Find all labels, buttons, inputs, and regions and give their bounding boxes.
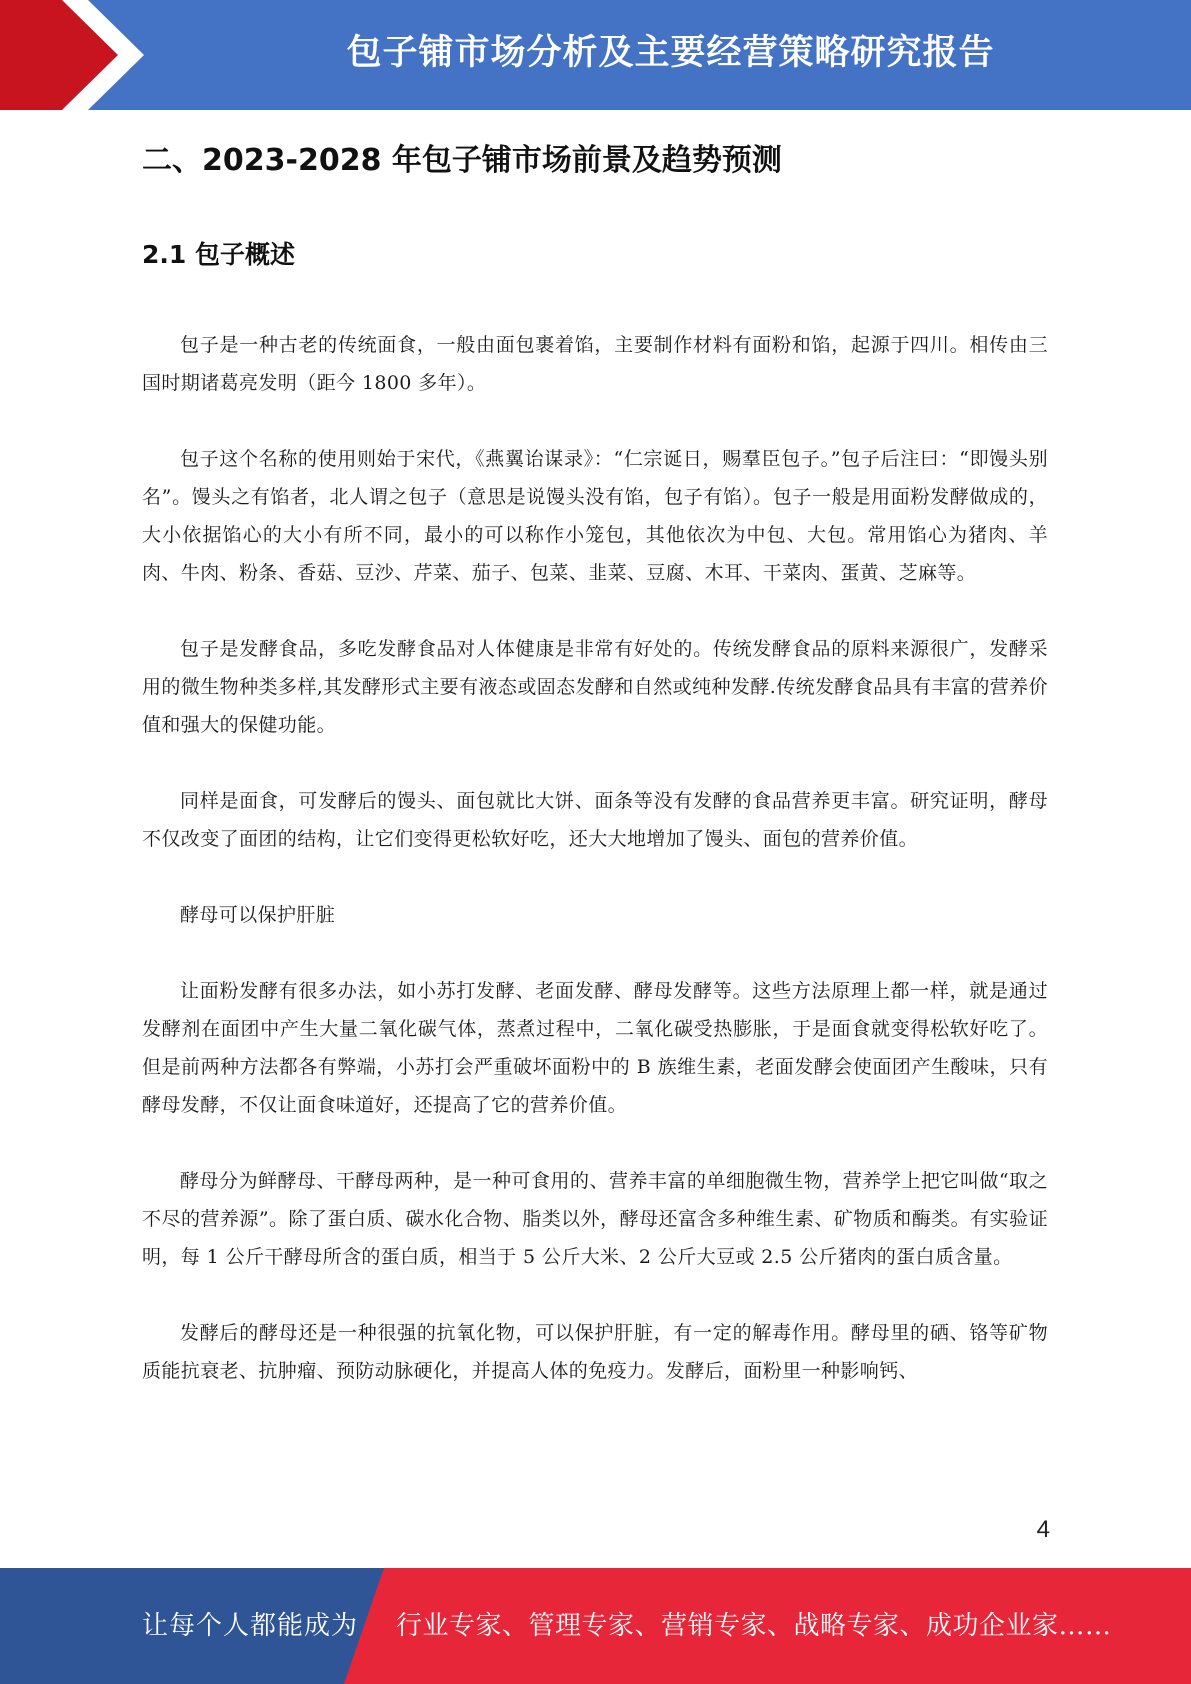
paragraph: 包子这个名称的使用则始于宋代，《燕翼诒谋录》：“仁宗诞日，赐羣臣包子。”包子后注曰：“即馒头别名”。馒头之有馅者，北人谓之包子（意思是说馒头没有馅，包子有馅）。包子一般是用面粉发酵做成的，大小依据馅心的大小有所不同，最小的可以称作小笼包，其他依次为中包、大包。常用馅心为猪肉、羊肉、牛肉、粉条、香菇、豆沙、芹菜、茄子、包菜、韭菜、豆腐、木耳、干菜肉、蛋黄、芝麻等。 <box>142 448 1048 584</box>
paragraph: 发酵后的酵母还是一种很强的抗氧化物，可以保护肝脏，有一定的解毒作用。酵母里的硒、铬等矿物质能抗衰老、抗肿瘤、预防动脉硬化，并提高人体的免疫力。发酵后，面粉里一种影响钙、 <box>142 1322 1048 1382</box>
paragraph: 让面粉发酵有很多办法，如小苏打发酵、老面发酵、酵母发酵等。这些方法原理上都一样，就是通过发酵剂在面团中产生大量二氧化碳气体，蒸煮过程中，二氧化碳受热膨胀，于是面食就变得松软好吃了。但是前两种方法都各有弊端，小苏打会严重破坏面粉中的 B 族维生素，老面发酵会使面团产生酸味，只有酵母发酵，不仅让面食味道好，还提高了它的营养价值。 <box>142 980 1048 1116</box>
subsection-heading: 2.1 包子概述 <box>142 240 295 269</box>
section-heading: 二、2023-2028 年包子铺市场前景及趋势预测 <box>142 143 782 178</box>
paragraph-subtitle: 酵母可以保护肝脏 <box>180 904 336 926</box>
paragraph: 包子是一种古老的传统面食，一般由面包裹着馅，主要制作材料有面粉和馅，起源于四川。相传由三国时期诸葛亮发明（距今 1800 多年）。 <box>142 334 1048 394</box>
page-number: 4 <box>1036 1516 1050 1543</box>
paragraph: 酵母分为鲜酵母、干酵母两种，是一种可食用的、营养丰富的单细胞微生物，营养学上把它叫做“取之不尽的营养源”。除了蛋白质、碳水化合物、脂类以外，酵母还富含多种维生素、矿物质和酶类。有实验证明，每 1 公斤干酵母所含的蛋白质，相当于 5 公斤大米、2 公斤大豆或 2.5 公斤猪肉的蛋白质含量。 <box>142 1170 1048 1268</box>
footer-slogan-left: 让每个人都能成为 <box>142 1611 359 1641</box>
footer-banner <box>0 1568 1191 1684</box>
footer-slogan-right: 行业专家、管理专家、营销专家、战略专家、成功企业家…… <box>396 1611 1112 1641</box>
paragraph: 包子是发酵食品，多吃发酵食品对人体健康是非常有好处的。传统发酵食品的原料来源很广，发酵采用的微生物种类多样,其发酵形式主要有液态或固态发酵和自然或纯种发酵.传统发酵食品具有丰富的营养价值和强大的保健功能。 <box>142 638 1048 736</box>
report-title: 包子铺市场分析及主要经营策略研究报告 <box>346 33 995 73</box>
paragraph: 同样是面食，可发酵后的馒头、面包就比大饼、面条等没有发酵的食品营养更丰富。研究证明，酵母不仅改变了面团的结构，让它们变得更松软好吃，还大大地增加了馒头、面包的营养价值。 <box>142 790 1048 850</box>
header-red-chevron <box>0 0 160 110</box>
header-banner <box>0 0 1191 110</box>
document-body <box>142 138 1048 1390</box>
